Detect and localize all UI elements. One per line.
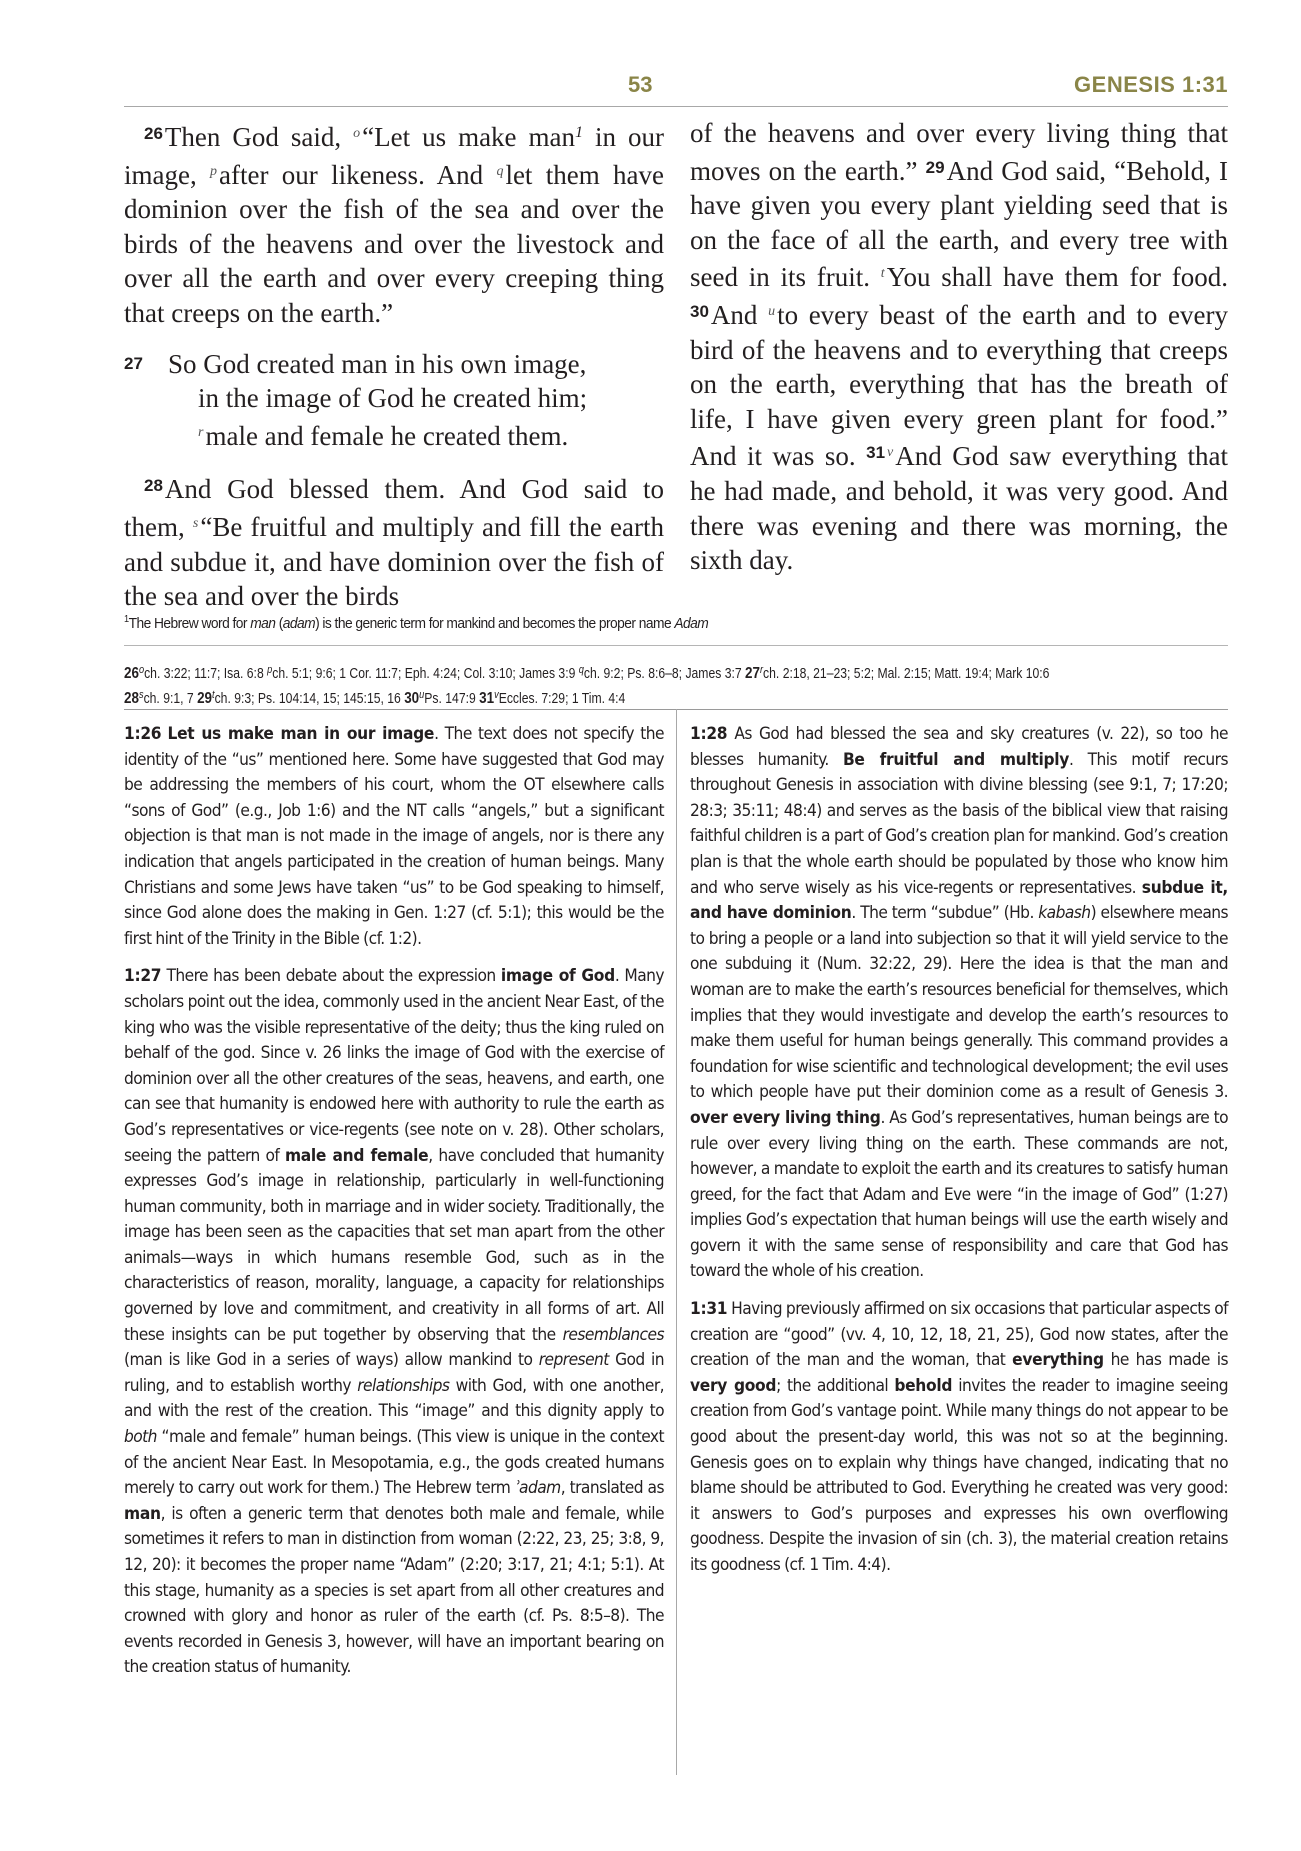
cross-reference-marker[interactable]: u	[768, 303, 776, 319]
poetry-line: So God created man in his own image,	[168, 348, 587, 379]
cross-reference-marker[interactable]: p	[210, 163, 218, 179]
note-lemma: Let us make man in our image	[167, 724, 435, 744]
poetry-line: in the image of God he created him;	[198, 383, 588, 414]
poetry-line: $^r$male and female he created them.	[198, 420, 569, 451]
scripture-column-left	[124, 116, 664, 614]
cross-reference-line	[124, 685, 1115, 710]
note-lemma: behold	[894, 1375, 953, 1396]
cross-reference-entry[interactable]: $^q$ch. 9:2; Ps. 8:6–8; James 3:7	[578, 664, 746, 682]
cross-reference-marker[interactable]: t	[880, 266, 885, 282]
running-header	[124, 72, 1228, 102]
verse-number: 29	[925, 157, 945, 177]
cross-reference-entry[interactable]: 29$^t$ch. 9:3; Ps. 104:14, 15; 145:15, 16	[197, 689, 405, 707]
verse-26: $^{26}$Then God said, $^o$“Let us make man$^1$ in our image, $^p$after our likeness. And $^q$let them have dominion over the fish of the sea and over the birds of the heavens and over the livestock and over all the earth and over every creeping thing that creeps on the earth.”	[124, 122, 665, 328]
verse-number: 31	[866, 443, 886, 463]
note-lemma: subdue it, and have dominion	[690, 877, 1228, 924]
cross-reference-entry[interactable]: 27$^r$ch. 2:18, 21–23; 5:2; Mal. 2:15; Matt. 19:4; Mark 10:6	[745, 664, 1050, 682]
footnote-number: 1	[124, 614, 129, 625]
study-note-1-26: 1:26 Let us make man in our image. The text does not specify the identity of the “us” mentioned here. Some have suggested that God may be addressing the members of his court, whom the OT elsewhere calls “sons of God” (e.g., Job 1:6) and the NT calls “angels,” but a significant objection is that man is not made in the image of angels, nor is there any indication that angels participated in the creation of human beings. Many Christians and some Jews have taken “us” to be God speaking to himself, since God alone does the making in Gen. 1:27 (cf. 5:1); this would be the first hint of the Trinity in the Bible (cf. 1:2).	[124, 724, 664, 949]
cross-reference-line	[124, 660, 1115, 685]
footnote-marker[interactable]: 1	[575, 124, 584, 141]
study-notes-column-left	[124, 722, 664, 1693]
cross-reference-entry[interactable]: 28$^s$ch. 9:1, 7	[124, 689, 198, 707]
verse-27-poetry	[124, 347, 664, 454]
cross-reference-marker[interactable]: q	[496, 163, 504, 179]
header-rule	[124, 106, 1228, 107]
note-reference: 1:31	[690, 1299, 728, 1320]
cross-reference-entry[interactable]: 31$^v$Eccles. 7:29; 1 Tim. 4:4	[479, 689, 626, 707]
footnote-rule	[124, 645, 1228, 646]
note-lemma: everything	[1012, 1350, 1104, 1371]
verse-number: 27	[124, 353, 143, 373]
cross-reference-marker[interactable]: o	[353, 126, 361, 141]
verse-28-continued: of the heavens and over every living thing that moves on the earth.”	[690, 118, 1228, 186]
verse-number: 26	[144, 124, 163, 143]
note-lemma: image of God	[500, 966, 615, 987]
note-lemma: Be fruitful and multiply	[842, 749, 1069, 770]
cross-reference-marker[interactable]: s	[192, 515, 199, 531]
note-reference: 1:27	[124, 966, 162, 987]
study-notes-column-right	[690, 722, 1228, 1591]
column-divider	[676, 709, 677, 1775]
study-note-1-31: 1:31 Having previously affirmed on six occasions that particular aspects of creation are “good” (vv. 4, 10, 12, 18, 21, 25), God now states, after the creation of the man and the woman, that everything he has made is very good; the additional behold invites the reader to imagine seeing creation from God’s vantage point. While many things do not appear to be good about the present-day world, this was not so at the beginning. Genesis goes on to explain why things have changed, indicating that no blame should be attributed to God. Everything he created was very good: it answers to God’s purposes and expresses his own overflowing goodness. Despite the invasion of sin (ch. 3), the material creation retains its goodness (cf. 1 Tim. 4:4).	[690, 1299, 1228, 1575]
verse-number: 28	[144, 476, 163, 496]
study-note-1-28: 1:28 As God had blessed the sea and sky creatures (v. 22), so too he blesses humanity. Be fruitful and multiply. This motif recurs throughout Genesis in association with divine blessing (see 9:1, 7; 17:20; 28:3; 35:11; 48:4) and serves as the basis of the biblical view that raising faithful children is a part of God’s creation plan for mankind. God’s creation plan is that the whole earth should be populated by those who know him and who serve wisely as his vice-regents or representatives. subdue it, and have dominion. The term “subdue” (Hb. kabash) elsewhere means to bring a people or a land into subjection so that it will yield service to the one subduing it (Num. 32:22, 29). Here the idea is that the man and woman are to make the earth’s resources beneficial for themselves, which implies that they would investigate and develop the earth’s resources to make them useful for human beings generally. This command provides a foundation for wise scientific and technological development; the evil uses to which people have put their dominion come as a result of Genesis 3. over every living thing. As God’s representatives, human beings are to rule over every living thing on the earth. These commands are not, however, a mandate to exploit the earth and its creatures to satisfy human greed, for the fact that Adam and Eve were “in the image of God” (1:27) implies God’s expectation that human beings will use the earth wisely and govern it with the same sense of responsibility and care that God has toward the whole of his creation.	[690, 724, 1229, 1282]
note-lemma: very good	[690, 1375, 777, 1396]
cross-reference-entry[interactable]: 26$^o$ch. 3:22; 11:7; Isa. 6:8	[124, 664, 268, 682]
verses-28-31: of the heavens and over every living thing that moves on the earth.” $^{29}$And God said, “Behold, I have given you every plant yielding seed that is on the face of all the earth, and every tree with seed in its fruit. $^t$You shall have them for food. $^{30}$And $^u$to every beast of the earth and to every bird of the heavens and to everything that creeps on the earth, everything that has the breath of life, I have given every green plant for food.” And it was so. $^{31}$ $^v$And God saw everything that he had made, and behold, it was very good. And there was evening and there was morning, the sixth day.	[690, 118, 1229, 576]
cross-reference-entry[interactable]: $^p$ch. 5:1; 9:6; 1 Cor. 11:7; Eph. 4:24; Col. 3:10; James 3:9	[267, 664, 579, 682]
verse-number: 30	[690, 301, 709, 321]
verse-28: $^{28}$And God blessed them. And God said to them, $^s$“Be fruitful and multiply and fill the earth and subdue it, and have dominion over the fish of the sea and over the birds	[124, 474, 664, 612]
note-lemma: over every living thing	[690, 1107, 881, 1128]
study-note-1-27: 1:27 There has been debate about the expression image of God. Many scholars point out the idea, commonly used in the ancient Near East, of the king who was the visible representative of the deity; thus the king ruled on behalf of the god. Since v. 26 links the image of God with the exercise of dominion over all the other creatures of the seas, heavens, and earth, one can see that humanity is endowed here with authority to rule the earth as God’s representatives or vice-regents (see note on v. 28). Other scholars, seeing the pattern of male and female, have concluded that humanity expresses God’s image in relationship, particularly in well-functioning human community, both in marriage and in wider society. Traditionally, the image has been seen as the capacities that set man apart from the other animals—ways in which humans resemble God, such as in the characteristics of reason, morality, language, a capacity for relationships governed by love and commitment, and creativity in all forms of art. All these insights can be put together by observing that the resemblances (man is like God in a series of ways) allow mankind to represent God in ruling, and to establish worthy relationships with God, with one another, and with the rest of the creation. This “image” and this dignity apply to both “male and female” human beings. (This view is unique in the context of the ancient Near East. In Mesopotamia, e.g., the gods created humans merely to carry out work for them.) The Hebrew term ʾadam, translated as man, is often a generic term that denotes both male and female, while sometimes it refers to man in distinction from woman (2:22, 23, 25; 3:8, 9, 12, 20): it becomes the proper name “Adam” (2:20; 3:17, 21; 4:1; 5:1). At this stage, humanity as a species is set apart from all other creatures and crowned with glory and honor as ruler of the earth (cf. Ps. 8:5–8). The events recorded in Genesis 3, however, will have an important bearing on the creation status of humanity.	[124, 966, 664, 1678]
cross-reference-entry[interactable]: 30$^u$Ps. 147:9	[404, 689, 480, 707]
translation-footnote: $^1$The Hebrew word for man (adam) is the generic term for mankind and becomes the proper name Adam	[124, 614, 709, 632]
note-lemma: man	[124, 1503, 161, 1524]
cross-reference-marker[interactable]: r	[198, 424, 204, 440]
note-reference: 1:28	[690, 724, 728, 744]
cross-reference-marker[interactable]: v	[887, 445, 894, 461]
cross-references	[124, 660, 1115, 710]
note-reference: 1:26	[124, 724, 162, 744]
running-title: GENESIS 1:31	[1074, 72, 1228, 97]
scripture-column-right	[690, 116, 1228, 578]
page-number: 53	[628, 72, 653, 97]
note-lemma: male and female	[284, 1145, 429, 1166]
